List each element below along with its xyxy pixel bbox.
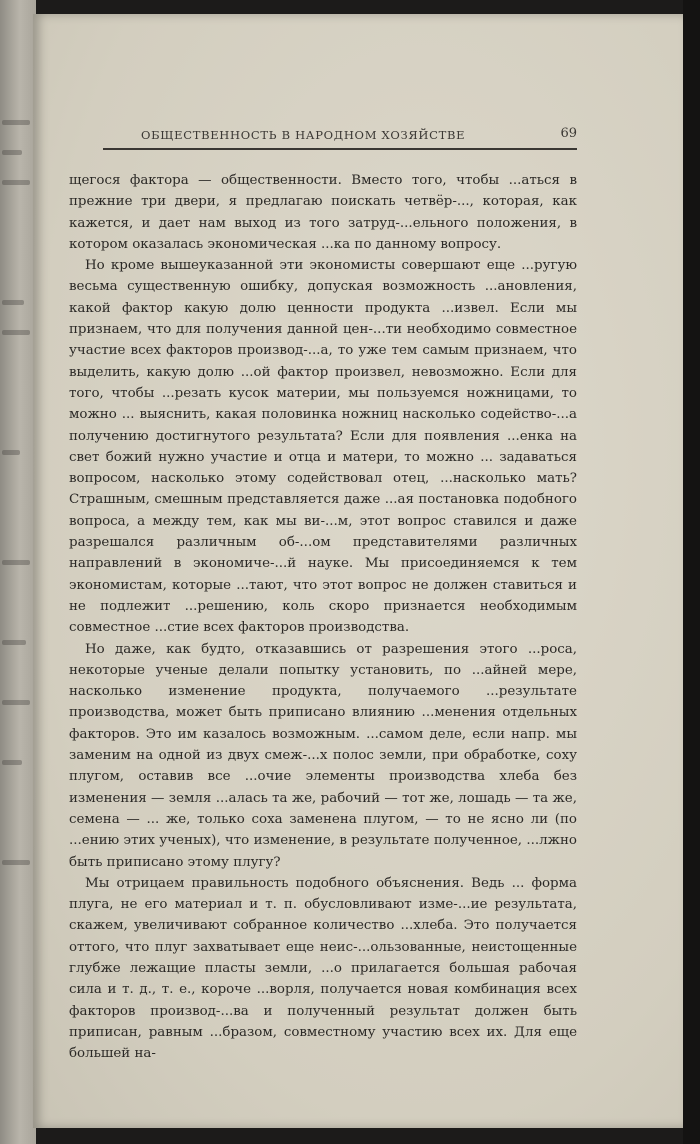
facing-page-edge (0, 0, 36, 1144)
paragraph-1: щегося фактора — общественности. Вместо того, чтобы ...аться в прежние три двери, я предлагаю поискать четвёр-..., которая, как кажется, и дает нам выход из того затруд-...ельного положения, в котором оказалась экономическая ...ка по данному вопросу. (69, 173, 577, 252)
paragraph-3: Но даже, как будто, отказавшись от разрешения этого ...роса, некоторые ученые делали попытку установить, по ...айней мере, насколько изменение продукта, получаемого ...результате производства, может быть приписано влиянию ...менения отдельных факторов. Это им казалось возможным. ...самом деле, если напр. мы заменим на одной из двух смеж-...х полос земли, при обработке, соху плугом, оставив все ...очие элементы производства хлеба без изменения — земля ...алась та же, рабочий — тот же, лошадь — та же, семена — ... же, только соха заменена плугом, — то не ясно ли (по ...ению этих ученых), что изменение, в результате полученное, ...лжно быть приписано этому плугу? (69, 641, 577, 870)
running-head: ОБЩЕСТВЕННОСТЬ В НАРОДНОМ ХОЗЯЙСТВЕ (141, 128, 466, 142)
background-edge (683, 0, 700, 1144)
paragraph-4: Мы отрицаем правильность подобного объяснения. Ведь ... форма плуга, не его материал и т. п. обусловливают изме-...ие результата, скажем, увеличивают собранное количество ...хлеба. Это получается оттого, что плуг захватывает еще неис-...ользованные, неистощенные глубже лежащие пласты земли, ...о прилагается большая рабочая сила и т. д., т. е., короче ...ворля, получается новая комбинация всех факторов производ-...ва и полученный результат должен быть приписан, равным ...бразом, совместному участию всех их. Для еще большей на- (69, 875, 577, 1062)
page-number: 69 (560, 126, 577, 141)
book-page (33, 14, 683, 1128)
body-text (69, 170, 577, 1064)
paragraph-2: Но кроме вышеуказанной эти экономисты совершают еще ...ругую весьма существенную ошибку, допуская возможность ...ановления, какой фактор какую долю ценности продукта ...извел. Если мы признаем, что для получения данной цен-...ти необходимо совместное участие всех факторов производ-...а, то уже тем самым признаем, что выделить, какую долю ...ой фактор произвел, невозможно. Если для того, чтобы ...резать кусок материи, мы пользуемся ножницами, то можно ... выяснить, какая половинка ножниц насколько содейство-...а получению достигнутого результата? Если для появления ...енка на свет божий нужно участие и отца и матери, то можно ... задаваться вопросом, насколько этому содействовал отец, ...насколько мать? Страшным, смешным представляется даже ...ая постановка подобного вопроса, а между тем, как мы ви-...м, этот вопрос ставился и даже разрешался различным об-...ом представителями различных направлений в экономиче-...й науке. Мы присоединяемся к тем экономистам, которые ...тают, что этот вопрос не должен ставиться и не подлежит ...решению, коль скоро признается необходимым совместное ...стие всех факторов производства. (69, 258, 577, 636)
page-header (103, 118, 577, 150)
